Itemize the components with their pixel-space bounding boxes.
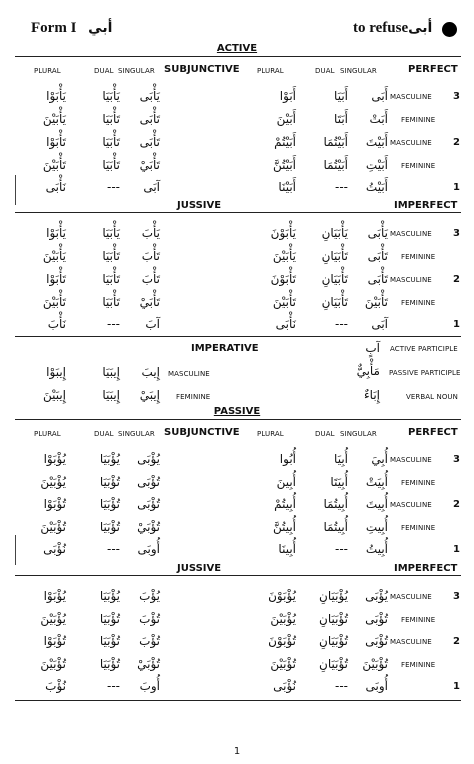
active-juss-impf-left-singular-3-fem: تَأْبَ xyxy=(141,249,160,263)
passive-subj-perf-left-singular-1: أُوبَى xyxy=(137,542,160,556)
active-juss-impf-right-plural-2-fem: تَأْبَيْنَ xyxy=(272,295,296,309)
col-singular: SINGULAR xyxy=(118,430,155,438)
form-label-text: Form I xyxy=(31,20,77,36)
passive-juss-impf-right-singular-3-fem: تُؤْبَى xyxy=(365,612,388,626)
col-singular: SINGULAR xyxy=(340,430,377,438)
passive-subj-perf-left-singular-2-fem: تُؤْبَيْ xyxy=(137,520,160,534)
active-subj-perf-right-plural-2-fem: أَبَيْتُنَّ xyxy=(272,158,296,172)
passive-subj-perf-right-singular-1: أُبِيتُ xyxy=(365,542,388,556)
col-dual: DUAL xyxy=(94,67,114,75)
active-subj-perf-left-dual-1: --- xyxy=(107,180,120,194)
passive-juss-impf-left-plural-2-fem: تُؤْبَيْنَ xyxy=(40,657,66,671)
active-juss-impf-masculine-label: MASCULINE xyxy=(390,230,432,238)
active-subj-perf-left-dual-2-masc: تَأْبَيَا xyxy=(102,135,120,149)
active-subj-perf-masculine-label: MASCULINE xyxy=(390,139,432,147)
active-juss-impf-right-dual-3-masc: يَأْبَيَانِ xyxy=(321,226,348,240)
imperative-dual-masc: إِيبَيَا xyxy=(102,365,120,379)
passive-subj-perf-right-singular-2-fem: أُبِيتِ xyxy=(365,520,388,534)
active-subj-perf-right-plural-1: أَبَيْنَا xyxy=(278,180,296,194)
verbal-noun-label: VERBAL NOUN xyxy=(406,393,458,401)
jussive-heading: JUSSIVE xyxy=(177,200,222,211)
active-subj-perf-feminine-label: FEMININE xyxy=(401,116,436,124)
passive-juss-impf-right-dual-3-masc: يُؤْبَيَانِ xyxy=(319,589,348,603)
passive-juss-impf-left-singular-1: أُوبَ xyxy=(139,679,160,693)
passive-subj-perf-right-plural-3-masc: أُبُوا xyxy=(279,452,296,466)
active-subj-perf-right-plural-3-fem: أَبَيْنَ xyxy=(276,112,296,126)
passive-subj-perf-left-plural-1: نُؤْبَى xyxy=(43,542,66,556)
active-juss-impf-left-singular-2-fem: تَأْبَيْ xyxy=(139,295,160,309)
active-juss-impf-left-dual-2-masc: تَأْبَيَا xyxy=(102,272,120,286)
active-juss-impf-person-1: 1 xyxy=(453,319,460,330)
verb-meaning-text: to refuse xyxy=(353,20,409,36)
col-plural: PLURAL xyxy=(34,430,61,438)
black-circle-icon xyxy=(442,22,457,37)
passive-juss-impf-right-dual-1: --- xyxy=(335,679,348,693)
active-subj-perf-left-plural-3-fem: يَأْبَيْنَ xyxy=(42,112,66,126)
passive-subj-perf-masculine-label: MASCULINE xyxy=(390,501,432,509)
passive-subj-perf-left-singular-3-fem: تُؤْبَى xyxy=(137,475,160,489)
passive-subj-perf-right-dual-3-fem: أُبِيَتَا xyxy=(330,475,348,489)
perfect-heading: PERFECT xyxy=(408,64,458,75)
active-juss-impf-right-plural-3-fem: يَأْبَيْنَ xyxy=(272,249,296,263)
passive-subj-perf-masculine-label: MASCULINE xyxy=(390,456,432,464)
jussive-heading: JUSSIVE xyxy=(177,563,222,574)
active-subj-perf-right-plural-2-masc: أَبَيْتُمْ xyxy=(274,135,296,149)
active-juss-impf-left-plural-3-masc: يَأْبَوْا xyxy=(46,226,66,240)
active-subj-perf-left-dual-3-masc: يَأْبَيَا xyxy=(102,89,120,103)
passive-juss-impf-feminine-label: FEMININE xyxy=(401,616,436,624)
imperative-singular-masc: إِيبَ xyxy=(141,365,160,379)
passive-juss-impf-left-singular-3-fem: تُؤْبَ xyxy=(139,612,160,626)
passive-juss-impf-left-dual-3-masc: يُؤْبَيَا xyxy=(99,589,120,603)
col-singular: SINGULAR xyxy=(340,67,377,75)
passive-subj-perf-left-dual-1: --- xyxy=(107,542,120,556)
form-root: أبي xyxy=(88,20,113,36)
col-dual: DUAL xyxy=(315,67,335,75)
passive-juss-impf-right-dual-2-masc: تُؤْبَيَانِ xyxy=(319,634,348,648)
imperative-singular-fem: إِيبَيْ xyxy=(139,388,160,402)
active-juss-impf-feminine-label: FEMININE xyxy=(401,299,436,307)
passive-subj-perf-right-singular-2-masc: أُبِيتَ xyxy=(365,497,388,511)
passive-juss-impf-right-singular-3-masc: يُؤْبَى xyxy=(365,589,388,603)
passive-subj-perf-person-1: 1 xyxy=(453,544,460,555)
active-subj-perf-left-plural-3-masc: يَأْبَوْا xyxy=(46,89,66,103)
active-juss-impf-right-dual-1: --- xyxy=(335,317,348,331)
active-juss-impf-right-dual-3-fem: تَأْبَيَانِ xyxy=(321,249,348,263)
passive-subj-perf-left-singular-3-masc: يُؤْبَى xyxy=(137,452,160,466)
active-subj-perf-left-plural-2-masc: تَأْبَوْا xyxy=(46,135,66,149)
bottom-rule xyxy=(15,700,461,701)
active-juss-impf-right-dual-2-fem: تَأْبَيَانِ xyxy=(321,295,348,309)
active-subj-perf-right-dual-2-fem: أَبَيْتُمَا xyxy=(323,158,348,172)
active-juss-impf-person-2: 2 xyxy=(453,274,460,285)
passive-subj-perf-left-singular-2-masc: تُؤْبَى xyxy=(137,497,160,511)
active-participle-value: آبٍ xyxy=(365,341,380,355)
active-juss-impf-left-plural-2-masc: تَأْبَوْا xyxy=(46,272,66,286)
passive-subj-perf-right-plural-2-fem: أُبِيتُنَّ xyxy=(272,520,296,534)
passive-subj-perf-right-dual-3-masc: أُبِيَا xyxy=(334,452,348,466)
active-juss-impf-right-dual-2-masc: تَأْبَيَانِ xyxy=(321,272,348,286)
passive-juss-impf-left-dual-2-masc: تُؤْبَيَا xyxy=(99,634,120,648)
active-juss-impf-left-dual-1: --- xyxy=(107,317,120,331)
active-subj-perf-left-singular-2-masc: تَأْبَى xyxy=(139,135,160,149)
active-juss-impf-right-plural-1: نَأْبَى xyxy=(275,317,296,331)
passive-juss-impf-left-plural-3-fem: يُؤْبَيْنَ xyxy=(40,612,66,626)
passive-subj-perf-left-dual-3-masc: يُؤْبَيَا xyxy=(99,452,120,466)
active-subj-perf-left-plural-2-fem: تَأْبَيْنَ xyxy=(42,158,66,172)
passive-subj-perf-right-plural-3-fem: أُبِينَ xyxy=(276,475,296,489)
col-singular: SINGULAR xyxy=(118,67,155,75)
active-subj-perf-right-plural-3-masc: أَبَوْا xyxy=(279,89,296,103)
active-juss-impf-left-dual-3-fem: تَأْبَيَا xyxy=(102,249,120,263)
passive-juss-impf-right-plural-2-masc: تُؤْبَوْنَ xyxy=(268,634,296,648)
active-juss-impf-left-plural-2-fem: تَأْبَيْنَ xyxy=(42,295,66,309)
verbal-noun-value: إِبَاءٌ xyxy=(364,388,380,402)
active-subj-perf-left-singular-3-fem: تَأْبَى xyxy=(139,112,160,126)
passive-subj-perf-feminine-label: FEMININE xyxy=(401,524,436,532)
passive-subj-perf-right-dual-1: --- xyxy=(335,542,348,556)
passive-juss-impf-right-plural-2-fem: تُؤْبَيْنَ xyxy=(270,657,296,671)
active-subj-perf-masculine-label: MASCULINE xyxy=(390,93,432,101)
passive-subj-perf-feminine-label: FEMININE xyxy=(401,479,436,487)
passive-juss-impf-masculine-label: MASCULINE xyxy=(390,593,432,601)
imperfect-heading: IMPERFECT xyxy=(394,563,458,574)
active-subj-perf-right-dual-3-masc: أَبَيَا xyxy=(334,89,348,103)
passive-juss-impf-left-singular-2-masc: تُؤْبَ xyxy=(139,634,160,648)
col-plural: PLURAL xyxy=(34,67,61,75)
section-rule xyxy=(15,575,461,576)
passive-juss-impf-feminine-label: FEMININE xyxy=(401,661,436,669)
passive-juss-impf-left-dual-2-fem: تُؤْبَيَا xyxy=(99,657,120,671)
active-subj-perf-left-singular-3-masc: يَأْبَى xyxy=(139,89,160,103)
passive-subj-perf-person-3: 3 xyxy=(453,454,460,465)
imperfect-heading: IMPERFECT xyxy=(394,200,458,211)
active-juss-impf-left-dual-3-masc: يَأْبَيَا xyxy=(102,226,120,240)
passive-subj-perf-left-plural-3-fem: يُؤْبَيْنَ xyxy=(40,475,66,489)
col-plural: PLURAL xyxy=(257,67,284,75)
passive-juss-impf-person-2: 2 xyxy=(453,636,460,647)
active-subj-perf-person-3: 3 xyxy=(453,91,460,102)
active-subj-perf-right-singular-3-fem: أَبَتْ xyxy=(369,112,388,126)
active-juss-impf-feminine-label: FEMININE xyxy=(401,253,436,261)
imperative-masculine-label: MASCULINE xyxy=(168,370,210,378)
subjunctive-heading: SUBJUNCTIVE xyxy=(164,64,240,75)
passive-subj-perf-left-plural-3-masc: يُؤْبَوْا xyxy=(43,452,66,466)
perfect-heading: PERFECT xyxy=(408,427,458,438)
verb-arabic: أبى xyxy=(408,20,433,36)
active-heading: ACTIVE xyxy=(216,43,258,54)
passive-subj-perf-left-dual-3-fem: تُؤْبَيَا xyxy=(99,475,120,489)
passive-juss-impf-right-plural-1: نُؤْبَى xyxy=(273,679,296,693)
passive-juss-impf-right-singular-2-fem: تُؤْبَيْنَ xyxy=(362,657,388,671)
col-plural: PLURAL xyxy=(257,430,284,438)
passive-juss-impf-left-singular-3-masc: يُؤْبَ xyxy=(139,589,160,603)
form-label xyxy=(31,20,112,37)
passive-subj-perf-right-singular-3-fem: أُبِيَتْ xyxy=(365,475,388,489)
passive-juss-impf-masculine-label: MASCULINE xyxy=(390,638,432,646)
passive-subj-perf-left-dual-2-fem: تُؤْبَيَا xyxy=(99,520,120,534)
active-juss-impf-right-singular-2-masc: تَأْبَى xyxy=(367,272,388,286)
passive-subj-perf-right-singular-3-masc: أُبِيَ xyxy=(371,452,388,466)
active-subj-perf-right-singular-3-masc: أَبَى xyxy=(371,89,388,103)
imperative-plural-masc: إِيبَوْا xyxy=(46,365,66,379)
subjunctive-heading: SUBJUNCTIVE xyxy=(164,427,240,438)
active-juss-impf-left-plural-1: نَأْبَ xyxy=(47,317,66,331)
passive-subj-perf-left-dual-2-masc: تُؤْبَيَا xyxy=(99,497,120,511)
passive-juss-impf-left-dual-3-fem: تُؤْبَيَا xyxy=(99,612,120,626)
active-juss-impf-right-singular-2-fem: تَأْبَيْنَ xyxy=(364,295,388,309)
passive-juss-impf-person-3: 3 xyxy=(453,591,460,602)
imperative-heading: IMPERATIVE xyxy=(191,343,259,354)
passive-juss-impf-right-plural-3-masc: يُؤْبَوْنَ xyxy=(268,589,296,603)
imperative-plural-fem: إِيبَيْنَ xyxy=(42,388,66,402)
active-juss-impf-person-3: 3 xyxy=(453,228,460,239)
passive-juss-impf-left-plural-1: نُؤْبَ xyxy=(45,679,66,693)
active-subj-perf-person-1: 1 xyxy=(453,182,460,193)
active-subj-perf-right-dual-2-masc: أَبَيْتُمَا xyxy=(323,135,348,149)
active-juss-impf-left-dual-2-fem: تَأْبَيَا xyxy=(102,295,120,309)
col-dual: DUAL xyxy=(94,430,114,438)
active-subj-perf-right-dual-1: --- xyxy=(335,180,348,194)
passive-juss-impf-left-dual-1: --- xyxy=(107,679,120,693)
passive-subj-perf-right-plural-2-masc: أُبِيتُمْ xyxy=(274,497,296,511)
passive-participle-value: مَأْبِيٌّ xyxy=(356,364,380,378)
passive-subj-perf-left-plural-2-fem: تُؤْبَيْنَ xyxy=(40,520,66,534)
active-subj-perf-left-dual-2-fem: تَأْبَيَا xyxy=(102,158,120,172)
passive-juss-impf-right-plural-3-fem: يُؤْبَيْنَ xyxy=(270,612,296,626)
imperative-feminine-label: FEMININE xyxy=(176,393,211,401)
active-subj-perf-right-dual-3-fem: أَبَتَا xyxy=(334,112,348,126)
active-subj-perf-right-singular-2-masc: أَبَيْتَ xyxy=(365,135,388,149)
passive-juss-impf-right-dual-3-fem: تُؤْبَيَانِ xyxy=(319,612,348,626)
active-heading-rule xyxy=(15,56,461,57)
active-juss-impf-left-plural-3-fem: يَأْبَيْنَ xyxy=(42,249,66,263)
active-subj-perf-left-singular-2-fem: تَأْبَيْ xyxy=(139,158,160,172)
passive-juss-impf-left-plural-2-masc: تُؤْبَوْا xyxy=(43,634,66,648)
page-number: 1 xyxy=(233,746,241,757)
passive-juss-impf-left-singular-2-fem: تُؤْبَيْ xyxy=(137,657,160,671)
active-subj-perf-left-plural-1: نَأْبَى xyxy=(45,180,66,194)
verb-meaning xyxy=(353,20,436,37)
active-juss-impf-left-singular-1: آبَ xyxy=(145,317,160,331)
active-juss-impf-left-singular-3-masc: يَأْبَ xyxy=(141,226,160,240)
passive-juss-impf-right-singular-1: أُوبَى xyxy=(365,679,388,693)
active-subj-perf-right-singular-1: أَبَيْتُ xyxy=(365,180,388,194)
passive-subj-perf-left-plural-2-masc: تُؤْبَوْا xyxy=(43,497,66,511)
imperative-dual-fem: إِيبَيَا xyxy=(102,388,120,402)
active-subj-perf-left-singular-1: آبَى xyxy=(143,180,160,194)
active-juss-impf-right-singular-1: آبَى xyxy=(371,317,388,331)
passive-subj-perf-person-2: 2 xyxy=(453,499,460,510)
active-juss-impf-right-plural-3-masc: يَأْبَوْنَ xyxy=(270,226,296,240)
active-juss-impf-right-singular-3-masc: يَأْبَى xyxy=(367,226,388,240)
active-juss-impf-right-plural-2-masc: تَأْبَوْنَ xyxy=(270,272,296,286)
section-rule xyxy=(15,336,461,337)
active-juss-impf-left-singular-2-masc: تَأْبَ xyxy=(141,272,160,286)
active-juss-impf-right-singular-3-fem: تَأْبَى xyxy=(367,249,388,263)
active-subj-perf-right-singular-2-fem: أَبَيْتِ xyxy=(365,158,388,172)
passive-juss-impf-left-plural-3-masc: يُؤْبَوْا xyxy=(43,589,66,603)
passive-subj-perf-right-dual-2-masc: أُبِيتُمَا xyxy=(323,497,348,511)
passive-participle-label: PASSIVE PARTICIPLE xyxy=(389,369,461,377)
passive-subj-perf-right-plural-1: أُبِينَا xyxy=(278,542,296,556)
passive-subj-perf-right-dual-2-fem: أُبِيتُمَا xyxy=(323,520,348,534)
col-dual: DUAL xyxy=(315,430,335,438)
section-rule xyxy=(15,212,461,213)
active-subj-perf-left-dual-3-fem: تَأْبَيَا xyxy=(102,112,120,126)
active-subj-perf-person-2: 2 xyxy=(453,137,460,148)
passive-juss-impf-right-singular-2-masc: تُؤْبَى xyxy=(365,634,388,648)
passive-heading: PASSIVE xyxy=(213,406,261,417)
active-juss-impf-masculine-label: MASCULINE xyxy=(390,276,432,284)
active-subj-perf-feminine-label: FEMININE xyxy=(401,162,436,170)
passive-juss-impf-right-dual-2-fem: تُؤْبَيَانِ xyxy=(319,657,348,671)
passive-juss-impf-person-1: 1 xyxy=(453,681,460,692)
active-participle-label: ACTIVE PARTICIPLE xyxy=(390,345,458,353)
passive-heading-rule xyxy=(15,419,461,420)
